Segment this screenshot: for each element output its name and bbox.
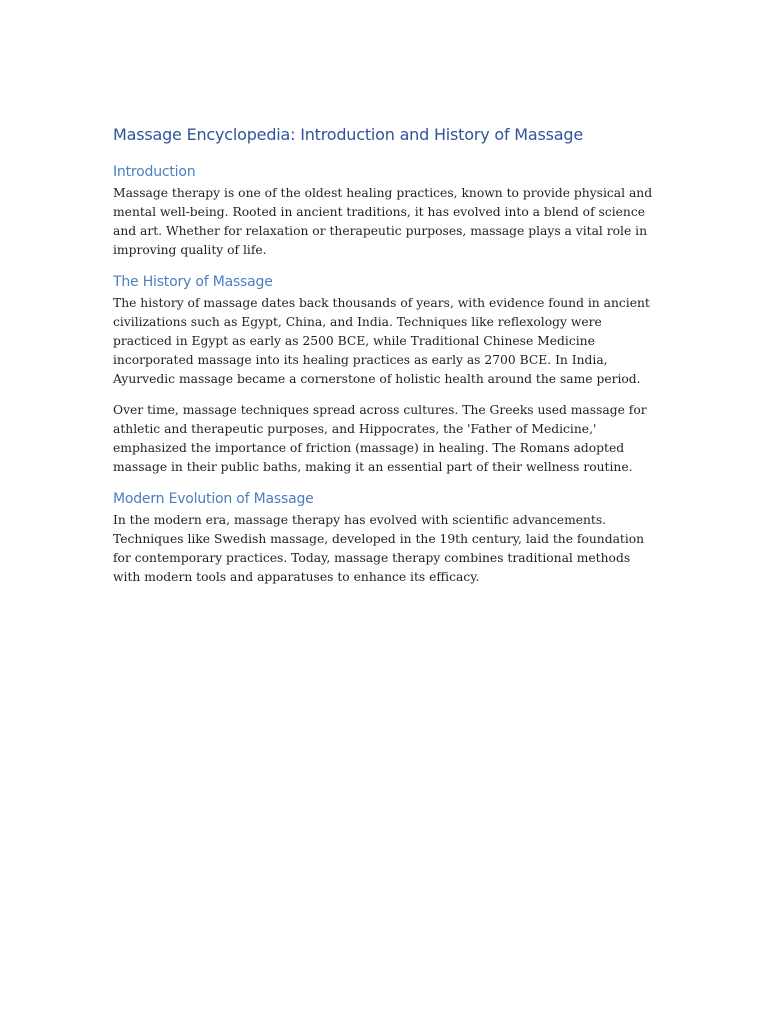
- section-modern-evolution: [113, 489, 658, 587]
- section-introduction: [113, 162, 658, 260]
- history-paragraph-ancient: The history of massage dates back thousands of years, with evidence found in ancient civilizations such as Egypt, China, and India. Techniques like reflexology were practiced in Egypt as early as 2500 BCE, while Traditional Chinese Medicine incorporated massage into its healing practices as early as 2700 BCE. In India, Ayurvedic massage became a cornerstone of holistic health around the same period.: [113, 296, 650, 386]
- section-heading-introduction: Introduction: [113, 164, 196, 180]
- document-title: Massage Encyclopedia: Introduction and History of Massage: [113, 125, 583, 144]
- history-paragraph-spread: Over time, massage techniques spread across cultures. The Greeks used massage for athletic and therapeutic purposes, and Hippocrates, the 'Father of Medicine,' emphasized the importance of friction (massage) in healing. The Romans adopted massage in their public baths, making it an essential part of their wellness routine.: [113, 403, 647, 474]
- introduction-paragraph: Massage therapy is one of the oldest healing practices, known to provide physical and mental well-being. Rooted in ancient traditions, it has evolved into a blend of science and art. Whether for relaxation or therapeutic purposes, massage plays a vital role in improving quality of life.: [113, 186, 653, 257]
- section-history: [113, 272, 658, 477]
- section-heading-history: The History of Massage: [113, 274, 273, 290]
- section-heading-modern-evolution: Modern Evolution of Massage: [113, 491, 314, 507]
- modern-evolution-paragraph: In the modern era, massage therapy has evolved with scientific advancements. Techniques like Swedish massage, developed in the 19th century, laid the foundation for contemporary practices. Today, massage therapy combines traditional methods with modern tools and apparatuses to enhance its efficacy.: [113, 513, 645, 584]
